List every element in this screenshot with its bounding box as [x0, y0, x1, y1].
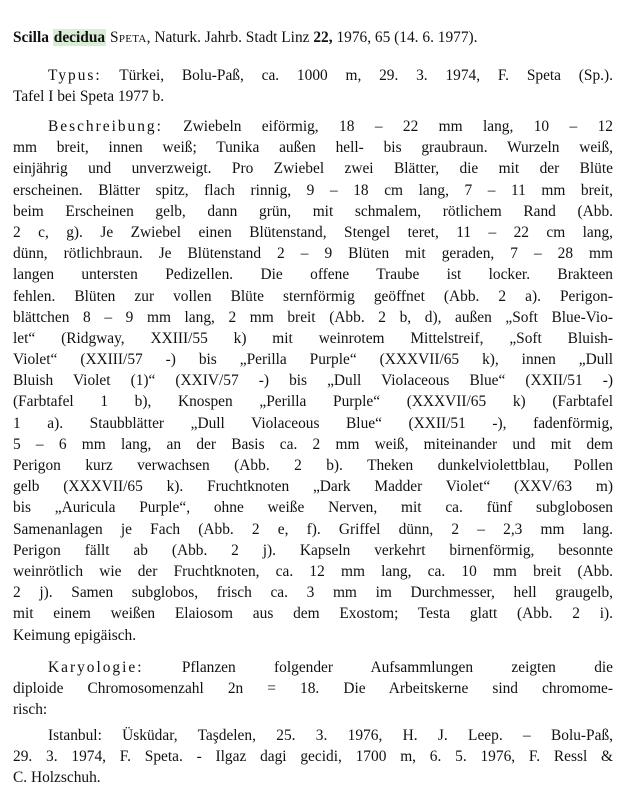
typus-label: Typus:: [48, 67, 102, 84]
beschreibung-line: 2 c, g). Je Zwiebel einen Blütenstand, Stengel teret, 11 – 22 cm lang,: [13, 223, 613, 241]
beschreibung-line: 2 j). Samen subglobos, frisch ca. 3 mm im Durchmesser, hell graugelb,: [13, 584, 613, 602]
beschreibung-line: 1 a). Staubblätter „Dull Violaceous Blue“ (XXII/51 -), fadenförmig,: [13, 414, 613, 432]
karyologie-paragraph: [13, 657, 613, 721]
beschreibung-line: Perigon kurz verwachsen (Abb. 2 b). Theken dunkelviolettblau, Pollen: [13, 457, 613, 474]
beschreibung-line: gelb (XXXVII/65 k). Fruchtknoten „Dark Madder Violet“ (XXV/63 m): [13, 478, 613, 496]
beschreibung-line: fehlen. Blüten zur vollen Blüte sternförmig geöffnet (Abb. 2 a). Perigon-: [13, 287, 613, 305]
collections-paragraph: [13, 725, 613, 789]
beschreibung-line: Samenanlagen je Fach (Abb. 2 e, f). Griffel dünn, 2 – 2,3 mm lang.: [13, 520, 613, 538]
beschreibung-line: Violet“ (XXIII/57 -) bis „Perilla Purple“ (XXXVII/65 k), innen „Dull: [13, 351, 613, 369]
beschreibung-line: blättchen 8 – 9 mm lang, 2 mm breit (Abb. 2 b, d), außen „Soft Blue-Vio-: [13, 308, 613, 326]
beschreibung-line: langen untersten Pedizellen. Die offene Traube ist locker. Brakteen: [13, 266, 613, 284]
beschreibung-line: beim Erscheinen gelb, dann grün, mit schmalem, rötlichem Rand (Abb.: [13, 202, 613, 220]
author-name: Speta: [109, 29, 147, 46]
beschreibung-line: Keimung epigäisch.: [13, 626, 137, 644]
beschreibung-line: Bluish Violet (1)“ (XXIV/57 -) bis „Dull Violaceous Blue“ (XXII/51 -): [13, 372, 613, 390]
beschreibung-line: let“ (Ridgway, XXIII/55 k) mit weinrotem Mittelstreif, „Soft Bluish-: [13, 329, 613, 347]
karyologie-line: diploide Chromosomenzahl 2n = 18. Die Arbeitskerne sind chromome-: [13, 680, 613, 698]
karyologie-line: risch:: [13, 701, 48, 719]
beschreibung-line: Zwiebeln eiförmig, 18 – 22 mm lang, 10 – 12: [162, 118, 613, 135]
beschreibung-line: einjährig und unverzweigt. Pro Zwiebel zwei Blätter, die mit der Blüte: [13, 160, 613, 178]
citation-text: , Naturk. Jahrb. Stadt Linz: [146, 29, 314, 46]
collections-line: Istanbul: Üsküdar, Taşdelen, 25. 3. 1976, H. J. Leep. – Bolu-Paß,: [48, 727, 613, 744]
beschreibung-line: weinrötlich wie der Fruchtknoten, ca. 12 mm lang, ca. 10 mm breit (Abb.: [13, 562, 613, 580]
typus-line-1: Türkei, Bolu-Paß, ca. 1000 m, 29. 3. 1974, F. Speta (Sp.).: [101, 67, 613, 84]
collections-line: 29. 3. 1974, F. Speta. - Ilgaz dagi gecidi, 1700 m, 6. 5. 1976, F. Ressl &: [13, 748, 613, 766]
beschreibung-line: bis „Auricula Purple“, ohne weiße Nerven, mit ca. fünf subglobosen: [13, 499, 613, 517]
beschreibung-line: Perigon fällt ab (Abb. 2 j). Kapseln verkehrt birnenförmig, besonnte: [13, 541, 613, 559]
species-heading: [13, 27, 613, 48]
karyologie-label: Karyologie:: [48, 659, 144, 676]
karyologie-line: Pflanzen folgender Aufsammlungen zeigten die: [143, 659, 613, 676]
beschreibung-line: dünn, rötlichbraun. Je Blütenstand 2 – 9 Blüten mit geraden, 7 – 28 mm: [13, 245, 613, 263]
beschreibung-line: erscheinen. Blätter spitz, flach rinnig, 9 – 18 cm lang, 7 – 11 mm breit,: [13, 181, 613, 199]
citation-date: 1976, 65 (14. 6. 1977).: [332, 29, 478, 46]
beschreibung-line: mit einem weißen Elaiosom aus dem Exostom; Testa glatt (Abb. 2 i).: [13, 605, 613, 623]
collections-line: C. Holzschuh.: [13, 769, 101, 787]
typus-paragraph: [13, 65, 613, 107]
species-epithet-highlighted: decidua: [53, 29, 106, 46]
beschreibung-line: (Farbtafel 1 b), Knospen „Perilla Purple“ (XXXVII/65 k) (Farbtafel: [13, 393, 613, 411]
beschreibung-label: Beschreibung:: [48, 118, 163, 135]
typus-line-2: Tafel I bei Speta 1977 b.: [13, 88, 165, 106]
citation-volume: 22,: [313, 29, 333, 46]
beschreibung-line: mm breit, innen weiß; Tunika außen hell- bis graubraun. Wurzeln weiß,: [13, 139, 613, 157]
genus-name: Scilla: [13, 29, 49, 46]
beschreibung-paragraph: [13, 116, 613, 646]
beschreibung-line: 5 – 6 mm lang, an der Basis ca. 2 mm weiß, miteinander und mit dem: [13, 435, 613, 453]
